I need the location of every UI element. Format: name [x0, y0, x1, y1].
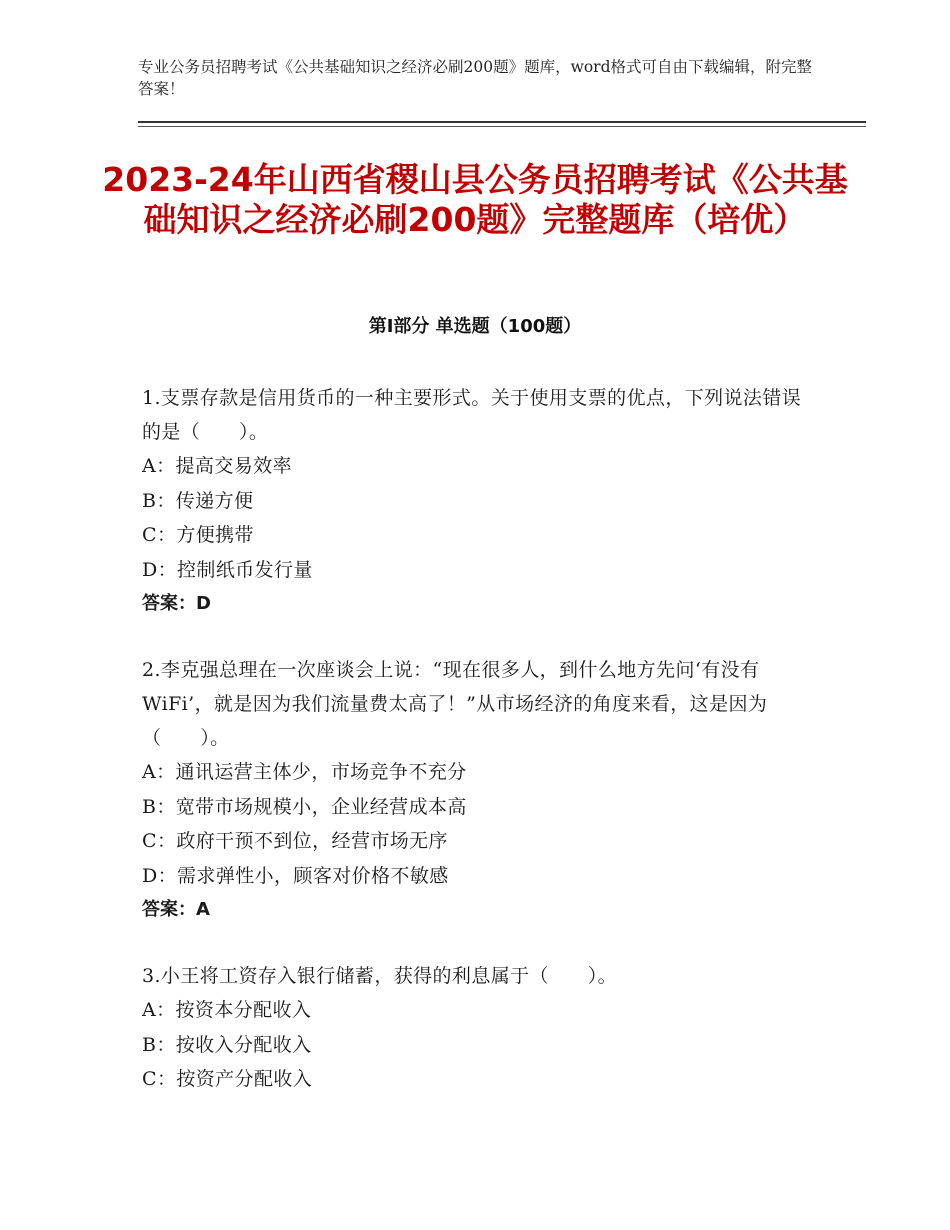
question-list [142, 381, 810, 1129]
question-3 [142, 959, 810, 1097]
option-d: D：需求弹性小，顾客对价格不敏感 [142, 864, 449, 887]
option-a: A：提高交易效率 [142, 455, 292, 477]
option-b: B：传递方便 [142, 489, 254, 512]
question-1 [142, 381, 810, 621]
header-rule-thin [138, 126, 866, 127]
question-2 [142, 653, 810, 927]
question-stem: 2.李克强总理在一次座谈会上说：“现在很多人，到什么地方先问‘有没有WiFi’，就是因为我们流量费太高了！”从市场经济的角度来看，这是因为（ ）。 [142, 659, 768, 749]
question-stem: 1.支票存款是信用货币的一种主要形式。关于使用支票的优点，下列说法错误的是（ ）。 [142, 387, 802, 443]
section-title: 第Ⅰ部分 单选题（100题） [368, 316, 582, 337]
option-a: A：通讯运营主体少，市场竞争不充分 [142, 761, 467, 783]
header-note: 专业公务员招聘考试《公共基础知识之经济必刷200题》题库，word格式可自由下载编辑，附完整答案！ [138, 58, 813, 98]
option-b: B：按收入分配收入 [142, 1033, 312, 1056]
question-stem: 3.小王将工资存入银行储蓄，获得的利息属于（ ）。 [142, 965, 618, 987]
answer-label: 答案：D [142, 593, 211, 614]
answer-label: 答案：A [142, 899, 210, 920]
option-b: B：宽带市场规模小，企业经营成本高 [142, 795, 467, 818]
option-d: D：控制纸币发行量 [142, 558, 313, 581]
document-title: 2023-24年山西省稷山县公务员招聘考试《公共基础知识之经济必刷200题》完整题库（培优） [102, 160, 848, 239]
option-a: A：按资本分配收入 [142, 999, 312, 1021]
header-rule-thick [138, 121, 866, 123]
option-c: C：政府干预不到位，经营市场无序 [142, 830, 448, 852]
option-c: C：方便携带 [142, 524, 254, 546]
option-c: C：按资产分配收入 [142, 1068, 313, 1090]
